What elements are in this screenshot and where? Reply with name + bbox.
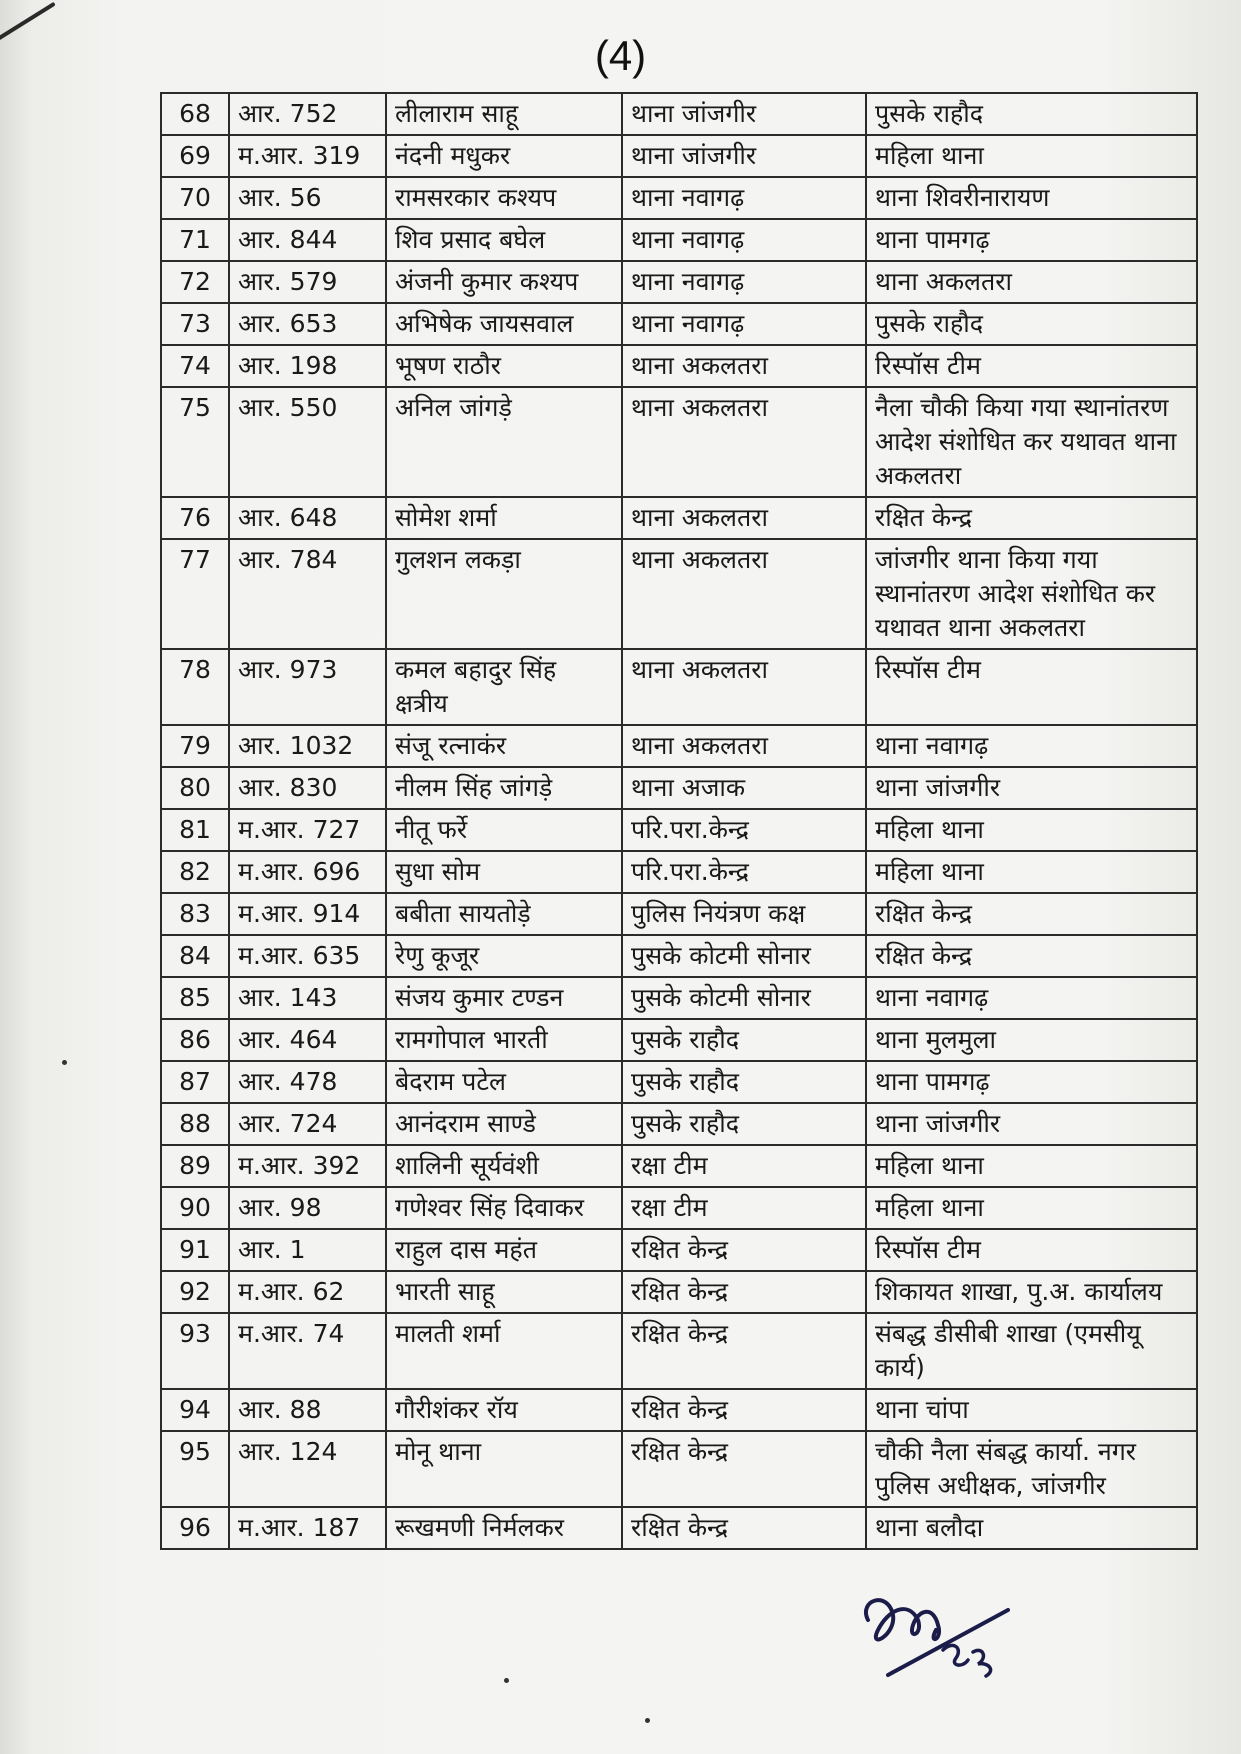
page-number: (4): [594, 32, 647, 79]
rank-number-cell: आर. 784: [229, 539, 386, 649]
rank-number-cell: आर. 653: [229, 303, 386, 345]
new-posting-cell: थाना पामगढ़: [866, 1061, 1197, 1103]
rank-number-cell: म.आर. 74: [229, 1313, 386, 1389]
serial-number-cell: 92: [161, 1271, 229, 1313]
table-row: [161, 725, 1197, 767]
current-posting-cell: पुलिस नियंत्रण कक्ष: [622, 893, 866, 935]
new-posting-cell: पुसके राहौद: [866, 93, 1197, 135]
serial-number-cell: 94: [161, 1389, 229, 1431]
current-posting-cell: थाना अकलतरा: [622, 725, 866, 767]
new-posting-cell: रक्षित केन्द्र: [866, 893, 1197, 935]
rank-number-cell: आर. 844: [229, 219, 386, 261]
current-posting-cell: पुसके राहौद: [622, 1103, 866, 1145]
employee-name-cell: मोनू थाना: [386, 1431, 622, 1507]
serial-number-cell: 80: [161, 767, 229, 809]
employee-name-cell: कमल बहादुर सिंह क्षत्रीय: [386, 649, 622, 725]
new-posting-cell: महिला थाना: [866, 1145, 1197, 1187]
rank-number-cell: म.आर. 392: [229, 1145, 386, 1187]
serial-number-cell: 85: [161, 977, 229, 1019]
rank-number-cell: आर. 648: [229, 497, 386, 539]
rank-number-cell: आर. 464: [229, 1019, 386, 1061]
table-row: [161, 345, 1197, 387]
serial-number-cell: 84: [161, 935, 229, 977]
serial-number-cell: 95: [161, 1431, 229, 1507]
current-posting-cell: रक्षा टीम: [622, 1187, 866, 1229]
new-posting-cell: थाना चांपा: [866, 1389, 1197, 1431]
table-row: [161, 497, 1197, 539]
rank-number-cell: म.आर. 727: [229, 809, 386, 851]
new-posting-cell: रिस्पॉस टीम: [866, 1229, 1197, 1271]
current-posting-cell: पुसके राहौद: [622, 1019, 866, 1061]
current-posting-cell: थाना नवागढ़: [622, 261, 866, 303]
current-posting-cell: रक्षा टीम: [622, 1145, 866, 1187]
employee-name-cell: शिव प्रसाद बघेल: [386, 219, 622, 261]
employee-name-cell: अभिषेक जायसवाल: [386, 303, 622, 345]
employee-name-cell: नंदनी मधुकर: [386, 135, 622, 177]
table-row: [161, 387, 1197, 497]
current-posting-cell: थाना अकलतरा: [622, 539, 866, 649]
table-row: [161, 261, 1197, 303]
rank-number-cell: आर. 124: [229, 1431, 386, 1507]
new-posting-cell: संबद्ध डीसीबी शाखा (एमसीयू कार्य): [866, 1313, 1197, 1389]
table-row: [161, 1145, 1197, 1187]
employee-name-cell: शालिनी सूर्यवंशी: [386, 1145, 622, 1187]
current-posting-cell: परि.परा.केन्द्र: [622, 809, 866, 851]
current-posting-cell: रक्षित केन्द्र: [622, 1389, 866, 1431]
new-posting-cell: शिकायत शाखा, पु.अ. कार्यालय: [866, 1271, 1197, 1313]
new-posting-cell: थाना अकलतरा: [866, 261, 1197, 303]
table-row: [161, 1271, 1197, 1313]
new-posting-cell: थाना जांजगीर: [866, 767, 1197, 809]
rank-number-cell: म.आर. 914: [229, 893, 386, 935]
serial-number-cell: 90: [161, 1187, 229, 1229]
rank-number-cell: आर. 1: [229, 1229, 386, 1271]
serial-number-cell: 72: [161, 261, 229, 303]
new-posting-cell: थाना शिवरीनारायण: [866, 177, 1197, 219]
employee-name-cell: मालती शर्मा: [386, 1313, 622, 1389]
serial-number-cell: 73: [161, 303, 229, 345]
employee-name-cell: नीतू फर्रे: [386, 809, 622, 851]
new-posting-cell: थाना नवागढ़: [866, 977, 1197, 1019]
employee-name-cell: सुधा सोम: [386, 851, 622, 893]
rank-number-cell: म.आर. 62: [229, 1271, 386, 1313]
current-posting-cell: रक्षित केन्द्र: [622, 1229, 866, 1271]
current-posting-cell: थाना नवागढ़: [622, 219, 866, 261]
serial-number-cell: 86: [161, 1019, 229, 1061]
table-row: [161, 1103, 1197, 1145]
new-posting-cell: रिस्पॉस टीम: [866, 649, 1197, 725]
table-row: [161, 649, 1197, 725]
rank-number-cell: आर. 579: [229, 261, 386, 303]
employee-name-cell: सोमेश शर्मा: [386, 497, 622, 539]
serial-number-cell: 77: [161, 539, 229, 649]
table-row: [161, 767, 1197, 809]
employee-name-cell: लीलाराम साहू: [386, 93, 622, 135]
employee-name-cell: भारती साहू: [386, 1271, 622, 1313]
current-posting-cell: रक्षित केन्द्र: [622, 1431, 866, 1507]
table-row: [161, 1061, 1197, 1103]
handwritten-signature: [848, 1580, 1028, 1690]
serial-number-cell: 75: [161, 387, 229, 497]
rank-number-cell: आर. 143: [229, 977, 386, 1019]
table-row: [161, 1187, 1197, 1229]
new-posting-cell: नैला चौकी किया गया स्थानांतरण आदेश संशोधित कर यथावत थाना अकलतरा: [866, 387, 1197, 497]
rank-number-cell: आर. 550: [229, 387, 386, 497]
new-posting-cell: थाना बलौदा: [866, 1507, 1197, 1549]
new-posting-cell: थाना मुलमुला: [866, 1019, 1197, 1061]
employee-name-cell: बबीता सायतोड़े: [386, 893, 622, 935]
serial-number-cell: 89: [161, 1145, 229, 1187]
new-posting-cell: महिला थाना: [866, 1187, 1197, 1229]
current-posting-cell: थाना अकलतरा: [622, 649, 866, 725]
employee-name-cell: संजू रत्नाकंर: [386, 725, 622, 767]
employee-name-cell: बेदराम पटेल: [386, 1061, 622, 1103]
rank-number-cell: म.आर. 187: [229, 1507, 386, 1549]
employee-name-cell: नीलम सिंह जांगड़े: [386, 767, 622, 809]
current-posting-cell: थाना नवागढ़: [622, 303, 866, 345]
current-posting-cell: थाना नवागढ़: [622, 177, 866, 219]
current-posting-cell: पुसके कोटमी सोनार: [622, 935, 866, 977]
stray-dot: [504, 1678, 509, 1683]
table-row: [161, 893, 1197, 935]
table-row: [161, 977, 1197, 1019]
current-posting-cell: पुसके कोटमी सोनार: [622, 977, 866, 1019]
serial-number-cell: 78: [161, 649, 229, 725]
new-posting-cell: महिला थाना: [866, 809, 1197, 851]
employee-name-cell: भूषण राठौर: [386, 345, 622, 387]
transfer-table: [160, 92, 1198, 1550]
new-posting-cell: पुसके राहौद: [866, 303, 1197, 345]
new-posting-cell: चौकी नैला संबद्ध कार्या. नगर पुलिस अधीक्षक, जांजगीर: [866, 1431, 1197, 1507]
table-row: [161, 177, 1197, 219]
serial-number-cell: 76: [161, 497, 229, 539]
table-row: [161, 1389, 1197, 1431]
new-posting-cell: रक्षित केन्द्र: [866, 935, 1197, 977]
rank-number-cell: म.आर. 319: [229, 135, 386, 177]
stray-dot: [62, 1060, 67, 1065]
employee-name-cell: गौरीशंकर रॉय: [386, 1389, 622, 1431]
table-row: [161, 303, 1197, 345]
serial-number-cell: 91: [161, 1229, 229, 1271]
employee-name-cell: संजय कुमार टण्डन: [386, 977, 622, 1019]
rank-number-cell: म.आर. 696: [229, 851, 386, 893]
rank-number-cell: आर. 752: [229, 93, 386, 135]
current-posting-cell: थाना अकलतरा: [622, 345, 866, 387]
stray-dot: [645, 1718, 650, 1723]
serial-number-cell: 83: [161, 893, 229, 935]
table-row: [161, 1507, 1197, 1549]
table-row: [161, 935, 1197, 977]
serial-number-cell: 79: [161, 725, 229, 767]
serial-number-cell: 69: [161, 135, 229, 177]
current-posting-cell: थाना जांजगीर: [622, 135, 866, 177]
new-posting-cell: थाना नवागढ़: [866, 725, 1197, 767]
new-posting-cell: रिस्पॉस टीम: [866, 345, 1197, 387]
rank-number-cell: आर. 478: [229, 1061, 386, 1103]
employee-name-cell: रामगोपाल भारती: [386, 1019, 622, 1061]
serial-number-cell: 93: [161, 1313, 229, 1389]
employee-name-cell: राहुल दास महंत: [386, 1229, 622, 1271]
employee-name-cell: रामसरकार कश्यप: [386, 177, 622, 219]
current-posting-cell: रक्षित केन्द्र: [622, 1313, 866, 1389]
serial-number-cell: 71: [161, 219, 229, 261]
employee-name-cell: गणेश्वर सिंह दिवाकर: [386, 1187, 622, 1229]
employee-name-cell: अनिल जांगड़े: [386, 387, 622, 497]
table-row: [161, 1313, 1197, 1389]
employee-name-cell: रेणु कूजूर: [386, 935, 622, 977]
table-row: [161, 135, 1197, 177]
current-posting-cell: रक्षित केन्द्र: [622, 1271, 866, 1313]
serial-number-cell: 87: [161, 1061, 229, 1103]
serial-number-cell: 88: [161, 1103, 229, 1145]
current-posting-cell: परि.परा.केन्द्र: [622, 851, 866, 893]
employee-name-cell: गुलशन लकड़ा: [386, 539, 622, 649]
rank-number-cell: आर. 1032: [229, 725, 386, 767]
rank-number-cell: आर. 830: [229, 767, 386, 809]
table-row: [161, 851, 1197, 893]
rank-number-cell: आर. 724: [229, 1103, 386, 1145]
current-posting-cell: थाना जांजगीर: [622, 93, 866, 135]
table-row: [161, 1229, 1197, 1271]
serial-number-cell: 81: [161, 809, 229, 851]
new-posting-cell: महिला थाना: [866, 135, 1197, 177]
rank-number-cell: आर. 198: [229, 345, 386, 387]
employee-name-cell: अंजनी कुमार कश्यप: [386, 261, 622, 303]
current-posting-cell: थाना अजाक: [622, 767, 866, 809]
current-posting-cell: थाना अकलतरा: [622, 497, 866, 539]
current-posting-cell: पुसके राहौद: [622, 1061, 866, 1103]
serial-number-cell: 82: [161, 851, 229, 893]
new-posting-cell: रक्षित केन्द्र: [866, 497, 1197, 539]
serial-number-cell: 74: [161, 345, 229, 387]
table-row: [161, 1019, 1197, 1061]
current-posting-cell: थाना अकलतरा: [622, 387, 866, 497]
rank-number-cell: आर. 88: [229, 1389, 386, 1431]
rank-number-cell: म.आर. 635: [229, 935, 386, 977]
employee-name-cell: रूखमणी निर्मलकर: [386, 1507, 622, 1549]
rank-number-cell: आर. 56: [229, 177, 386, 219]
employee-name-cell: आनंदराम साण्डे: [386, 1103, 622, 1145]
current-posting-cell: रक्षित केन्द्र: [622, 1507, 866, 1549]
table-row: [161, 93, 1197, 135]
table-row: [161, 809, 1197, 851]
new-posting-cell: महिला थाना: [866, 851, 1197, 893]
new-posting-cell: थाना पामगढ़: [866, 219, 1197, 261]
rank-number-cell: आर. 98: [229, 1187, 386, 1229]
table-row: [161, 539, 1197, 649]
serial-number-cell: 68: [161, 93, 229, 135]
table-row: [161, 219, 1197, 261]
serial-number-cell: 96: [161, 1507, 229, 1549]
rank-number-cell: आर. 973: [229, 649, 386, 725]
serial-number-cell: 70: [161, 177, 229, 219]
new-posting-cell: थाना जांजगीर: [866, 1103, 1197, 1145]
new-posting-cell: जांजगीर थाना किया गया स्थानांतरण आदेश संशोधित कर यथावत थाना अकलतरा: [866, 539, 1197, 649]
transfer-table-body: [161, 93, 1197, 1549]
table-row: [161, 1431, 1197, 1507]
